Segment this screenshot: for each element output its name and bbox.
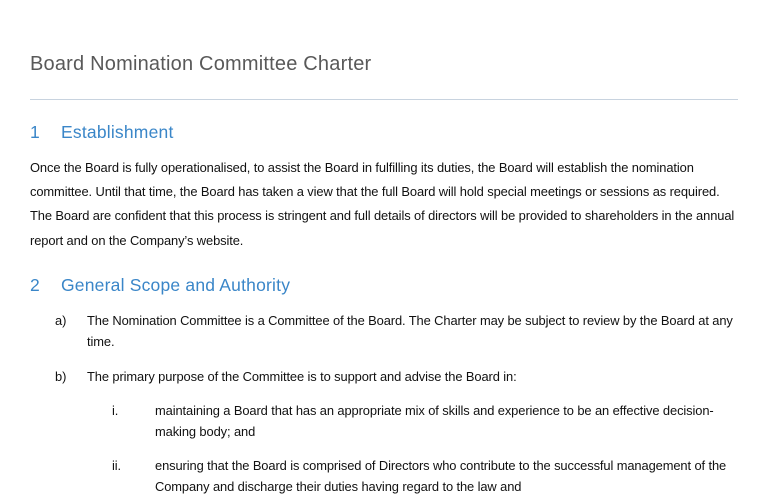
list-marker: i. xyxy=(112,402,119,418)
section-title-1: Establishment xyxy=(61,122,174,142)
section-number-1: 1 xyxy=(30,122,40,142)
list-marker: ii. xyxy=(112,457,122,473)
section-1-paragraph: Once the Board is fully operationalised, to assist the Board in fulfilling its duties, the Board will establish the nomination committee. Until that time, the Board has taken a view that the full Board will hold special meetings or sessions as required. The Board are confident that this process is stringent and full details of directors will be provided to shareholders in the annual report and on the Company’s website. xyxy=(30,160,735,248)
section-title-2: General Scope and Authority xyxy=(61,274,291,295)
list-item-text: ensuring that the Board is comprised of Directors who contribute to the successful management of the Company and discharge their duties having regard to the law and xyxy=(155,457,727,494)
list-item xyxy=(30,352,738,387)
list-item-text: The primary purpose of the Committee is to support and advise the Board in: xyxy=(87,368,517,384)
list-marker: a) xyxy=(55,312,67,328)
list-item xyxy=(30,296,738,352)
section-2-list xyxy=(30,296,738,387)
section-number-2: 2 xyxy=(30,274,40,295)
section-heading-1 xyxy=(30,100,738,143)
list-item-text: maintaining a Board that has an appropriate mix of skills and experience to be an effective decision-making body; and xyxy=(155,402,714,439)
section-heading-2 xyxy=(30,253,738,296)
list-item xyxy=(30,387,738,442)
section-2-sublist xyxy=(30,387,738,497)
page-title: Board Nomination Committee Charter xyxy=(30,53,372,75)
list-item-text: The Nomination Committee is a Committee of the Board. The Charter may be subject to review by the Board at any time. xyxy=(87,312,733,349)
list-item xyxy=(30,442,738,497)
list-marker: b) xyxy=(55,368,67,384)
